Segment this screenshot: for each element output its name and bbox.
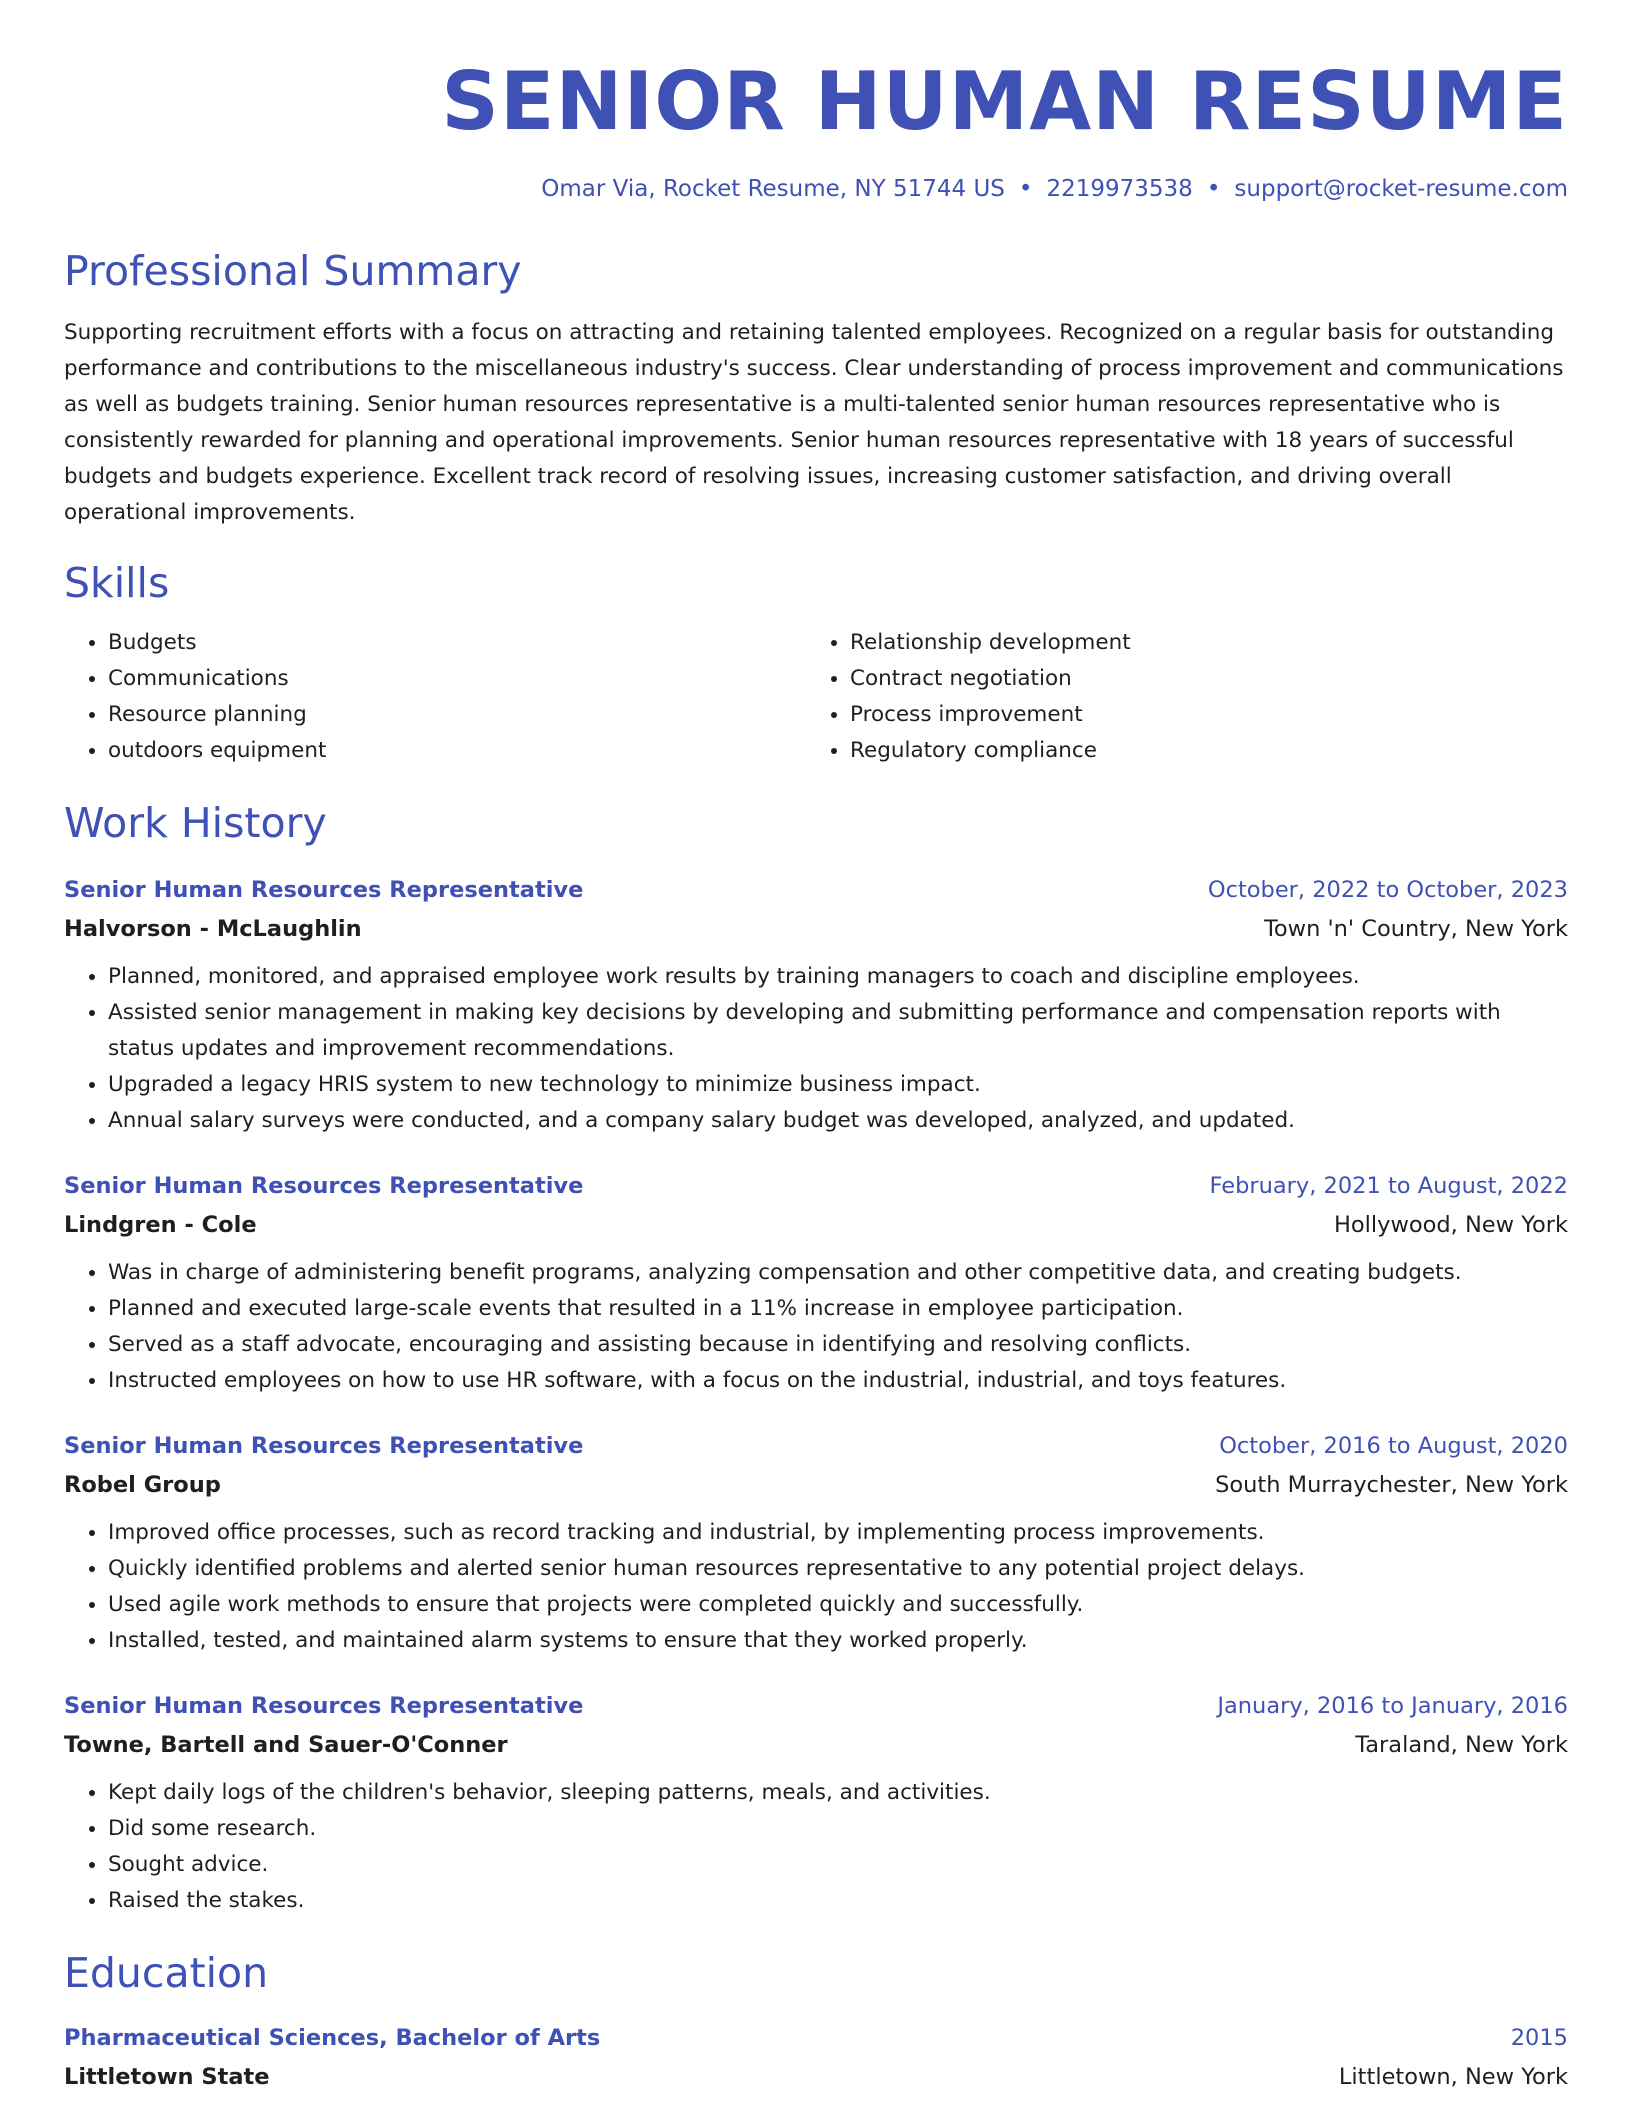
job-title: Senior Human Resources Representative: [64, 1433, 584, 1459]
job-employer: Robel Group: [64, 1472, 221, 1498]
job-bullet: • Sought advice.: [108, 1847, 1568, 1883]
skill-item: • outdoors equipment: [108, 733, 806, 769]
contact-separator: •: [1018, 176, 1033, 202]
skill-item: • Resource planning: [108, 697, 806, 733]
job-dates: January, 2016 to January, 2016: [1217, 1693, 1568, 1719]
resume-page: [64, 0, 1568, 2097]
job-bullet: • Did some research.: [108, 1811, 1568, 1847]
contact-email: support@rocket-resume.com: [1234, 176, 1568, 202]
education-school: Littletown State: [64, 2064, 270, 2090]
job-dates: February, 2021 to August, 2022: [1209, 1173, 1568, 1199]
job-bullet: • Planned and executed large-scale events that resulted in a 11% increase in employee participation.: [108, 1291, 1568, 1327]
skills-column-right: [806, 625, 1548, 769]
job-bullet: • Used agile work methods to ensure that projects were completed quickly and successfully.: [108, 1587, 1568, 1623]
job-location: Taraland, New York: [1355, 1732, 1568, 1758]
skill-item: • Contract negotiation: [850, 661, 1548, 697]
resume-name: SENIOR HUMAN RESUME: [441, 55, 1568, 148]
skills-heading: Skills: [64, 559, 170, 607]
skill-item: • Budgets: [108, 625, 806, 661]
contact-address: Omar Via, Rocket Resume, NY 51744 US: [541, 176, 1005, 202]
job-entry: [64, 1167, 1568, 1399]
job-bullets: [64, 1515, 1568, 1659]
job-bullets: [64, 959, 1568, 1139]
job-title: Senior Human Resources Representative: [64, 1693, 584, 1719]
contact-line: [64, 173, 1568, 205]
job-bullets: [64, 1255, 1568, 1399]
job-location: Town 'n' Country, New York: [1263, 916, 1568, 942]
contact-separator: •: [1206, 176, 1221, 202]
job-dates: October, 2016 to August, 2020: [1219, 1433, 1568, 1459]
job-entry: [64, 1427, 1568, 1659]
job-entry: [64, 1687, 1568, 1919]
job-bullet: • Quickly identified problems and alerted senior human resources representative to any potential project delays.: [108, 1551, 1568, 1587]
job-bullet: • Served as a staff advocate, encouraging and assisting because in identifying and resolving conflicts.: [108, 1327, 1568, 1363]
education-entry: [64, 2019, 1568, 2097]
job-bullet: • Assisted senior management in making key decisions by developing and submitting performance and compensation reports with status updates and improvement recommendations.: [108, 995, 1568, 1067]
job-bullet: • Improved office processes, such as record tracking and industrial, by implementing process improvements.: [108, 1515, 1568, 1551]
job-bullet: • Upgraded a legacy HRIS system to new technology to minimize business impact.: [108, 1067, 1568, 1103]
job-location: South Murraychester, New York: [1215, 1472, 1568, 1498]
job-title: Senior Human Resources Representative: [64, 877, 584, 903]
job-entry: [64, 871, 1568, 1139]
skill-item: • Regulatory compliance: [850, 733, 1548, 769]
education-year: 2015: [1510, 2025, 1568, 2051]
job-employer: Towne, Bartell and Sauer-O'Conner: [64, 1732, 508, 1758]
job-bullets: [64, 1775, 1568, 1919]
education-location: Littletown, New York: [1338, 2064, 1568, 2090]
education-heading: Education: [64, 1949, 269, 1997]
skill-item: • Communications: [108, 661, 806, 697]
job-bullet: • Planned, monitored, and appraised employee work results by training managers to coach and discipline employees.: [108, 959, 1568, 995]
contact-phone: 2219973538: [1046, 176, 1193, 202]
work-history-heading: Work History: [64, 799, 327, 847]
job-bullet: • Kept daily logs of the children's behavior, sleeping patterns, meals, and activities.: [108, 1775, 1568, 1811]
job-employer: Halvorson - McLaughlin: [64, 916, 362, 942]
skill-item: • Process improvement: [850, 697, 1548, 733]
skills-column-left: [64, 625, 806, 769]
education-degree: Pharmaceutical Sciences, Bachelor of Arts: [64, 2025, 601, 2051]
job-bullet: • Instructed employees on how to use HR software, with a focus on the industrial, industrial, and toys features.: [108, 1363, 1568, 1399]
job-location: Hollywood, New York: [1333, 1212, 1568, 1238]
job-bullet: • Raised the stakes.: [108, 1883, 1568, 1919]
job-bullet: • Installed, tested, and maintained alarm systems to ensure that they worked properly.: [108, 1623, 1568, 1659]
job-employer: Lindgren - Cole: [64, 1212, 257, 1238]
skill-item: • Relationship development: [850, 625, 1548, 661]
job-dates: October, 2022 to October, 2023: [1207, 877, 1568, 903]
summary-heading: Professional Summary: [64, 247, 522, 295]
job-bullet: • Annual salary surveys were conducted, and a company salary budget was developed, analyzed, and updated.: [108, 1103, 1568, 1139]
skills-list: [64, 625, 1568, 769]
summary-text: Supporting recruitment efforts with a focus on attracting and retaining talented employees. Recognized on a regular basis for outstanding performance and contributions to the miscellaneous industry's success. Clear understanding of process improvement and communications as well as budgets training. Senior human resources representative is a multi-talented senior human resources representative who is consistently rewarded for planning and operational improvements. Senior human resources representative with 18 years of successful budgets and budgets experience. Excellent track record of resolving issues, increasing customer satisfaction, and driving overall operational improvements.: [64, 320, 1564, 525]
job-bullet: • Was in charge of administering benefit programs, analyzing compensation and other competitive data, and creating budgets.: [108, 1255, 1568, 1291]
job-title: Senior Human Resources Representative: [64, 1173, 584, 1199]
